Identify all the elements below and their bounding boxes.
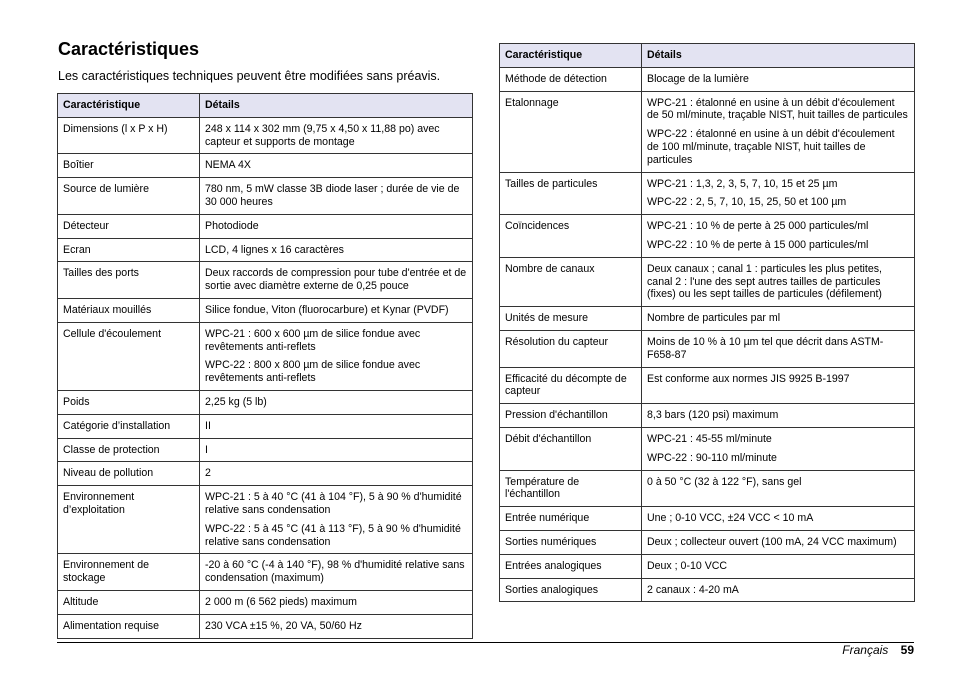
- row-label: Entrée numérique: [500, 507, 642, 531]
- table-row: [58, 414, 473, 438]
- column-header-details: Détails: [642, 44, 915, 68]
- footer-divider: [57, 642, 914, 643]
- row-label: Résolution du capteur: [500, 330, 642, 367]
- spec-table-right-body: [500, 67, 915, 602]
- row-label: Tailles de particules: [500, 172, 642, 215]
- table-row: [58, 322, 473, 390]
- row-details: [642, 470, 915, 507]
- table-row: [58, 298, 473, 322]
- table-header-row: [500, 44, 915, 68]
- row-details: [642, 67, 915, 91]
- row-details: [200, 262, 473, 299]
- detail-paragraph: NEMA 4X: [205, 159, 251, 172]
- column-header-details: Détails: [200, 94, 473, 118]
- detail-paragraph: Une ; 0-10 VCC, ±24 VCC < 10 mA: [647, 512, 814, 525]
- row-details: [642, 91, 915, 172]
- row-details: [200, 178, 473, 215]
- detail-paragraph: Silice fondue, Viton (fluorocarbure) et Kynar (PVDF): [205, 303, 449, 316]
- row-details: [642, 215, 915, 258]
- table-row: [500, 172, 915, 215]
- detail-paragraph: 2 canaux : 4-20 mA: [647, 583, 739, 596]
- detail-paragraph: WPC-22 : 2, 5, 7, 10, 15, 25, 50 et 100 µm: [647, 196, 847, 209]
- table-row: [500, 307, 915, 331]
- table-row: [58, 438, 473, 462]
- spec-table-right: [499, 43, 915, 602]
- row-details: [642, 530, 915, 554]
- row-label: Etalonnage: [500, 91, 642, 172]
- table-row: [500, 215, 915, 258]
- table-row: [500, 530, 915, 554]
- table-row: [500, 507, 915, 531]
- detail-paragraph: WPC-22 : étalonné en usine à un débit d'écoulement de 100 ml/minute, traçable NIST, huit tailles de particules: [647, 128, 895, 166]
- row-label: Classe de protection: [58, 438, 200, 462]
- row-details: [642, 367, 915, 404]
- row-label: Matériaux mouillés: [58, 298, 200, 322]
- row-details: [642, 307, 915, 331]
- table-row: [58, 117, 473, 154]
- detail-paragraph: WPC-22 : 90-110 ml/minute: [647, 451, 777, 464]
- row-label: Ecran: [58, 238, 200, 262]
- row-details: [642, 404, 915, 428]
- table-row: [58, 462, 473, 486]
- intro-text: Les caractéristiques techniques peuvent être modifiées sans préavis.: [58, 69, 441, 83]
- row-label: Sorties numériques: [500, 530, 642, 554]
- detail-paragraph: WPC-21 : étalonné en usine à un débit d'écoulement de 50 ml/minute, traçable NIST, huit tailles de particules: [647, 96, 908, 122]
- detail-paragraph: -20 à 60 °C (-4 à 140 °F), 98 % d'humidité relative sans condensation (maximum): [205, 559, 465, 585]
- table-row: [500, 404, 915, 428]
- row-label: Efficacité du décompte de capteur: [500, 367, 642, 404]
- detail-paragraph: LCD, 4 lignes x 16 caractères: [205, 243, 344, 256]
- row-details: [200, 238, 473, 262]
- row-details: [200, 154, 473, 178]
- row-label: Boîtier: [58, 154, 200, 178]
- detail-paragraph: 2: [205, 467, 211, 480]
- detail-paragraph: WPC-22 : 5 à 45 °C (41 à 113 °F), 5 à 90 % d'humidité relative sans condensation: [205, 522, 461, 548]
- detail-paragraph: 0 à 50 °C (32 à 122 °F), sans gel: [647, 475, 802, 488]
- detail-paragraph: Blocage de la lumière: [647, 72, 749, 85]
- detail-paragraph: 780 nm, 5 mW classe 3B diode laser ; durée de vie de 30 000 heures: [205, 183, 460, 208]
- detail-paragraph: Photodiode: [205, 219, 259, 232]
- row-details: [200, 438, 473, 462]
- row-details: [642, 257, 915, 306]
- row-details: [200, 414, 473, 438]
- page-title: Caractéristiques: [58, 39, 200, 59]
- table-row: [500, 330, 915, 367]
- footer-language: Français: [842, 643, 889, 657]
- table-row: [58, 554, 473, 591]
- row-label: Source de lumière: [58, 178, 200, 215]
- row-details: [200, 117, 473, 154]
- table-row: [58, 590, 473, 614]
- row-label: Débit d'échantillon: [500, 427, 642, 470]
- row-label: Niveau de pollution: [58, 462, 200, 486]
- table-row: [500, 257, 915, 306]
- row-details: [642, 330, 915, 367]
- detail-paragraph: I: [205, 443, 208, 456]
- detail-paragraph: 8,3 bars (120 psi) maximum: [647, 409, 779, 422]
- table-row: [58, 178, 473, 215]
- row-label: Température de l'échantillon: [500, 470, 642, 507]
- detail-paragraph: Deux ; 0-10 VCC: [647, 559, 728, 572]
- row-label: Détecteur: [58, 214, 200, 238]
- table-row: [58, 486, 473, 554]
- column-header-characteristic: Caractéristique: [500, 44, 642, 68]
- detail-paragraph: 248 x 114 x 302 mm (9,75 x 4,50 x 11,88 po) avec capteur et supports de montage: [205, 122, 440, 148]
- detail-paragraph: 2 000 m (6 562 pieds) maximum: [205, 595, 357, 608]
- detail-paragraph: WPC-21 : 10 % de perte à 25 000 particules/ml: [647, 220, 869, 233]
- detail-paragraph: Deux raccords de compression pour tube d'entrée et de sortie avec diamètre externe de 0,25 pouce: [205, 267, 467, 293]
- row-label: Catégorie d’installation: [58, 414, 200, 438]
- detail-paragraph: Moins de 10 % à 10 µm tel que décrit dans ASTM-F658-87: [647, 335, 884, 361]
- row-details: [642, 507, 915, 531]
- row-details: [642, 172, 915, 215]
- row-label: Sorties analogiques: [500, 578, 642, 602]
- row-details: [200, 298, 473, 322]
- row-label: Méthode de détection: [500, 67, 642, 91]
- table-row: [500, 367, 915, 404]
- row-details: [200, 390, 473, 414]
- page-footer: [842, 643, 914, 657]
- row-label: Environnement d’exploitation: [58, 486, 200, 554]
- table-header-row: [58, 94, 473, 118]
- table-row: [58, 214, 473, 238]
- row-label: Altitude: [58, 590, 200, 614]
- table-row: [500, 470, 915, 507]
- row-label: Nombre de canaux: [500, 257, 642, 306]
- row-details: [200, 486, 473, 554]
- detail-paragraph: Deux ; collecteur ouvert (100 mA, 24 VCC maximum): [647, 535, 897, 548]
- table-row: [58, 154, 473, 178]
- row-details: [200, 214, 473, 238]
- detail-paragraph: WPC-21 : 1,3, 2, 3, 5, 7, 10, 15 et 25 µm: [647, 177, 838, 190]
- row-details: [200, 554, 473, 591]
- row-label: Tailles des ports: [58, 262, 200, 299]
- table-row: [500, 578, 915, 602]
- table-row: [58, 614, 473, 638]
- spec-table-left-body: [58, 117, 473, 638]
- table-row: [500, 427, 915, 470]
- row-label: Environnement de stockage: [58, 554, 200, 591]
- detail-paragraph: Nombre de particules par ml: [647, 312, 781, 325]
- row-details: [642, 554, 915, 578]
- table-row: [500, 554, 915, 578]
- page-number: 59: [900, 643, 914, 657]
- row-label: Alimentation requise: [58, 614, 200, 638]
- row-label: Pression d'échantillon: [500, 404, 642, 428]
- row-details: [200, 590, 473, 614]
- detail-paragraph: WPC-21 : 600 x 600 µm de silice fondue avec revêtements anti-reflets: [205, 327, 421, 353]
- row-label: Coïncidences: [500, 215, 642, 258]
- table-row: [500, 91, 915, 172]
- row-label: Entrées analogiques: [500, 554, 642, 578]
- row-details: [642, 578, 915, 602]
- detail-paragraph: Est conforme aux normes JIS 9925 B-1997: [647, 372, 850, 385]
- detail-paragraph: WPC-22 : 10 % de perte à 15 000 particules/ml: [647, 238, 869, 251]
- column-header-characteristic: Caractéristique: [58, 94, 200, 118]
- table-row: [58, 238, 473, 262]
- row-label: Cellule d'écoulement: [58, 322, 200, 390]
- spec-table-left: [57, 93, 473, 639]
- detail-paragraph: Deux canaux ; canal 1 : particules les plus petites, canal 2 : l'une des sept autres tailles de particules (fixes) ou les sept tailles de particules (défilement): [647, 262, 882, 301]
- detail-paragraph: II: [205, 419, 211, 432]
- row-label: Dimensions (l x P x H): [58, 117, 200, 154]
- detail-paragraph: 230 VCA ±15 %, 20 VA, 50/60 Hz: [205, 619, 362, 632]
- row-details: [642, 427, 915, 470]
- detail-paragraph: WPC-21 : 45-55 ml/minute: [647, 432, 772, 445]
- row-details: [200, 614, 473, 638]
- detail-paragraph: WPC-21 : 5 à 40 °C (41 à 104 °F), 5 à 90 % d'humidité relative sans condensation: [205, 491, 462, 516]
- row-details: [200, 462, 473, 486]
- detail-paragraph: WPC-22 : 800 x 800 µm de silice fondue avec revêtements anti-reflets: [205, 359, 421, 385]
- row-label: Poids: [58, 390, 200, 414]
- row-label: Unités de mesure: [500, 307, 642, 331]
- detail-paragraph: 2,25 kg (5 lb): [205, 395, 267, 408]
- table-row: [58, 262, 473, 299]
- table-row: [500, 67, 915, 91]
- row-details: [200, 322, 473, 390]
- table-row: [58, 390, 473, 414]
